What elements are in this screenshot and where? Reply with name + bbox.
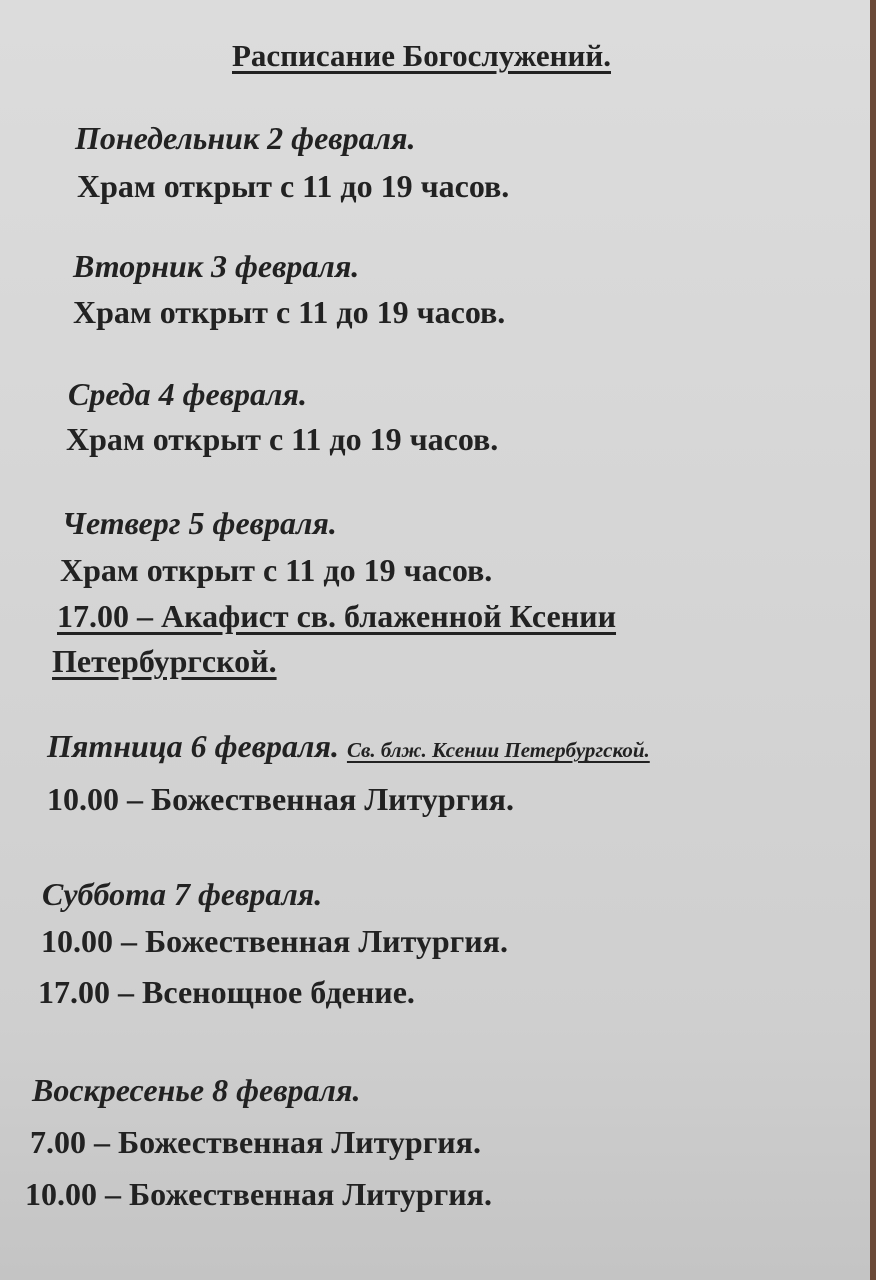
schedule-line: Храм открыт с 11 до 19 часов. <box>73 294 506 330</box>
schedule-line-akathist: 17.00 – Акафист св. блаженной Ксении <box>57 598 617 634</box>
schedule-line: 7.00 – Божественная Литургия. <box>30 1124 481 1160</box>
day-heading-thursday: Четверг 5 февраля. <box>62 505 337 541</box>
schedule-line: Храм открыт с 11 до 19 часов. <box>66 421 499 457</box>
day-heading-tuesday: Вторник 3 февраля. <box>73 248 360 284</box>
feast-note: Св. блж. Ксении Петербургской. <box>346 738 650 762</box>
background-edge <box>870 0 876 1280</box>
schedule-line: 10.00 – Божественная Литургия. <box>25 1176 492 1212</box>
day-heading-monday: Понедельник 2 февраля. <box>75 120 416 156</box>
schedule-line-akathist-cont: Петербургской. <box>52 643 277 679</box>
schedule-line: Храм открыт с 11 до 19 часов. <box>77 168 510 204</box>
day-heading-friday-text: Пятница 6 февраля. <box>47 728 339 764</box>
page-title: Расписание Богослужений. <box>232 38 611 73</box>
day-heading-saturday: Суббота 7 февраля. <box>42 876 323 912</box>
schedule-line: 17.00 – Всенощное бдение. <box>38 974 415 1010</box>
day-heading-sunday: Воскресенье 8 февраля. <box>32 1072 361 1108</box>
day-heading-wednesday: Среда 4 февраля. <box>68 376 307 412</box>
schedule-line: Храм открыт с 11 до 19 часов. <box>60 552 493 588</box>
schedule-line: 10.00 – Божественная Литургия. <box>47 781 514 817</box>
schedule-line: 10.00 – Божественная Литургия. <box>41 923 508 959</box>
day-heading-friday <box>47 728 650 765</box>
